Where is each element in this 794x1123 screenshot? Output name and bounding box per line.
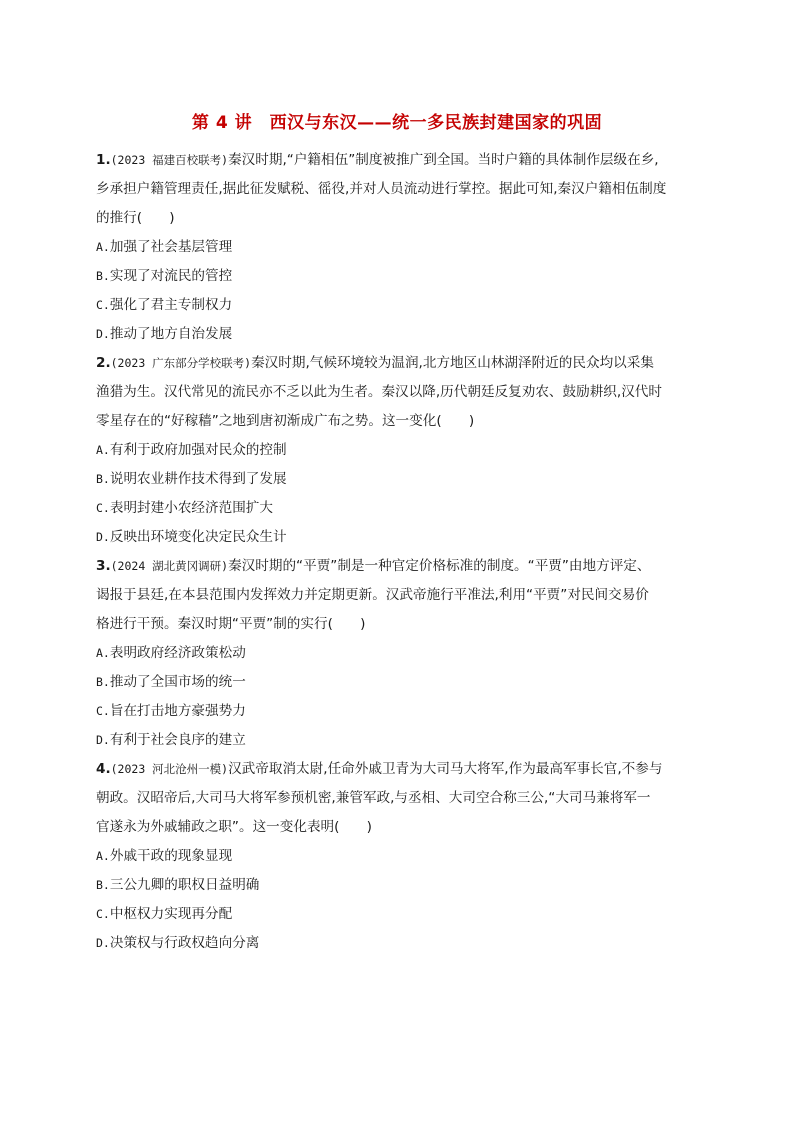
question-text: 秦汉时期,“户籍相伍”制度被推广到全国。当时户籍的具体制作层级在乡,	[228, 152, 659, 168]
question-stem-line: 渔猎为生。汉代常见的流民亦不乏以此为生者。秦汉以降,历代朝廷反复劝农、鼓励耕织,汉代时	[96, 384, 662, 400]
option-letter: A.	[96, 240, 110, 254]
option-text: 有利于社会良序的建立	[109, 732, 246, 748]
question-list	[96, 146, 702, 958]
option-c[interactable]	[96, 900, 702, 929]
option-d[interactable]	[96, 929, 702, 958]
question-stem-line: 谒报于县廷,在本县范围内发挥效力并定期更新。汉武帝施行平准法,利用“平贾”对民间交易价	[96, 587, 649, 603]
question-text: 秦汉时期,气候环境较为温润,北方地区山林湖泽附近的民众均以采集	[251, 355, 654, 371]
option-text: 旨在打击地方豪强势力	[109, 703, 246, 719]
option-a[interactable]	[96, 233, 702, 262]
option-letter: D.	[96, 936, 110, 950]
option-text: 反映出环境变化决定民众生计	[109, 529, 287, 545]
option-text: 中枢权力实现再分配	[109, 906, 233, 922]
option-text: 推动了地方自治发展	[109, 326, 233, 342]
option-a[interactable]	[96, 639, 702, 668]
option-letter: B.	[96, 472, 110, 486]
question-stem-line	[96, 552, 702, 581]
option-letter: D.	[96, 327, 110, 341]
option-letter: C.	[96, 907, 110, 921]
option-text: 说明农业耕作技术得到了发展	[109, 471, 287, 487]
question-number: 1.	[96, 152, 111, 168]
option-letter: C.	[96, 501, 110, 515]
question-text: 秦汉时期的“平贾”制是一种官定价格标准的制度。“平贾”由地方评定、	[228, 558, 651, 574]
option-letter: D.	[96, 733, 110, 747]
option-text: 外戚干政的现象显现	[109, 848, 233, 864]
question-number: 3.	[96, 558, 111, 574]
question-4	[96, 755, 702, 958]
question-text: 汉武帝取消太尉,任命外戚卫青为大司马大将军,作为最高军事长官,不参与	[228, 761, 663, 777]
option-letter: B.	[96, 675, 110, 689]
option-text: 强化了君主专制权力	[109, 297, 233, 313]
option-text: 表明政府经济政策松动	[109, 645, 246, 661]
option-letter: B.	[96, 269, 110, 283]
option-letter: C.	[96, 704, 110, 718]
option-letter: B.	[96, 878, 110, 892]
question-stem-line: 格进行干预。秦汉时期“平贾”制的实行( )	[96, 616, 366, 632]
question-stem-line: 乡承担户籍管理责任,据此征发赋税、徭役,并对人员流动进行掌控。据此可知,秦汉户籍相伍制度	[96, 181, 667, 197]
question-2	[96, 349, 702, 552]
option-b[interactable]	[96, 262, 702, 291]
question-source: (2023 福建百校联考)	[110, 153, 229, 167]
question-source: (2023 广东部分学校联考)	[110, 356, 252, 370]
option-text: 有利于政府加强对民众的控制	[109, 442, 287, 458]
question-stem-line: 零星存在的“好稼穑”之地到唐初渐成广布之势。这一变化( )	[96, 413, 475, 429]
option-letter: D.	[96, 530, 110, 544]
option-text: 决策权与行政权趋向分离	[109, 935, 260, 951]
question-number: 4.	[96, 761, 111, 777]
option-letter: A.	[96, 849, 110, 863]
option-b[interactable]	[96, 465, 702, 494]
option-text: 推动了全国市场的统一	[109, 674, 246, 690]
question-source: (2024 湖北黄冈调研)	[110, 559, 229, 573]
page-title: 第 4 讲 西汉与东汉——统一多民族封建国家的巩固	[191, 113, 603, 133]
option-text: 表明封建小农经济范围扩大	[109, 500, 273, 516]
option-b[interactable]	[96, 871, 702, 900]
option-d[interactable]	[96, 320, 702, 349]
question-source: (2023 河北沧州一模)	[110, 762, 229, 776]
option-c[interactable]	[96, 494, 702, 523]
option-d[interactable]	[96, 523, 702, 552]
question-stem-line: 官遂永为外戚辅政之职”。这一变化表明( )	[96, 819, 372, 835]
option-letter: A.	[96, 443, 110, 457]
option-b[interactable]	[96, 668, 702, 697]
option-text: 三公九卿的职权日益明确	[109, 877, 260, 893]
option-letter: C.	[96, 298, 110, 312]
option-text: 加强了社会基层管理	[109, 239, 233, 255]
question-stem-line: 朝政。汉昭帝后,大司马大将军参预机密,兼管军政,与丞相、大司空合称三公,“大司马兼将军一	[96, 790, 651, 806]
question-number: 2.	[96, 355, 111, 371]
question-stem-line	[96, 349, 702, 378]
question-1	[96, 146, 702, 349]
question-stem-line	[96, 146, 702, 175]
option-c[interactable]	[96, 291, 702, 320]
option-a[interactable]	[96, 436, 702, 465]
option-letter: A.	[96, 646, 110, 660]
option-d[interactable]	[96, 726, 702, 755]
question-stem-line	[96, 755, 702, 784]
option-a[interactable]	[96, 842, 702, 871]
option-c[interactable]	[96, 697, 702, 726]
question-stem-line: 的推行( )	[96, 210, 175, 226]
option-text: 实现了对流民的管控	[109, 268, 233, 284]
question-3	[96, 552, 702, 755]
